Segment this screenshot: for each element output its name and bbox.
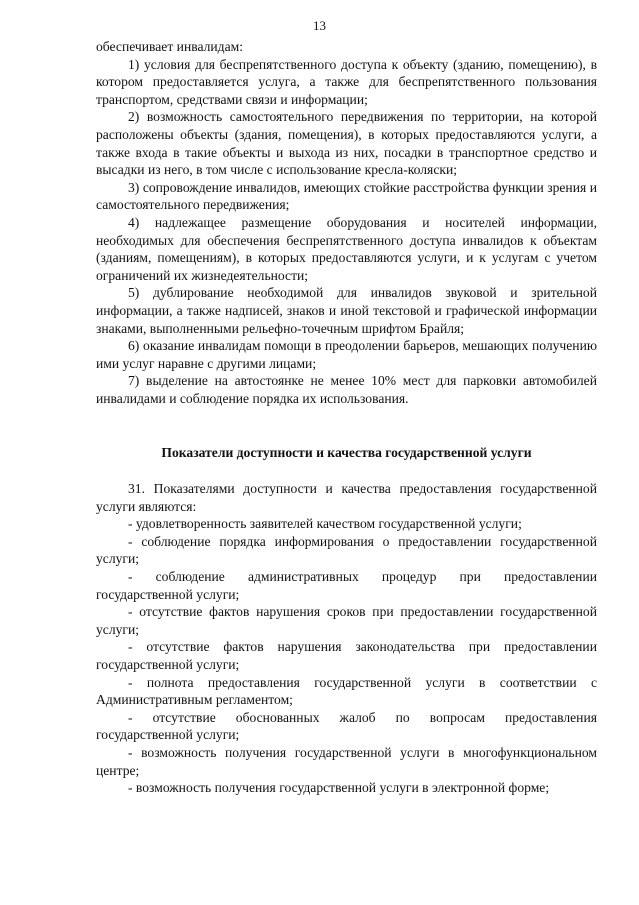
- indicator-item-5: - отсутствие фактов нарушения законодательства при предоставлении государственной услуги;: [96, 639, 597, 672]
- indicator-item-2: - соблюдение порядка информирования о предоставлении государственной услуги;: [96, 533, 597, 567]
- condition-item-1: 1) условия для беспрепятственного доступа к объекту (зданию, помещению), в котором предоставляется услуга, а также для беспрепятственного пользования транспортом, средствами связи и информации;: [96, 56, 597, 107]
- condition-item-3: 3) сопровождение инвалидов, имеющих стойкие расстройства функции зрения и самостоятельного передвижения;: [96, 179, 597, 213]
- indicator-item-7: - отсутствие обоснованных жалоб по вопросам предоставления государственной услуги;: [96, 709, 597, 743]
- page-number: 13: [313, 18, 326, 33]
- condition-item-7: 7) выделение на автостоянке не менее 10% мест для парковки автомобилей инвалидами и соблюдение порядка их использования.: [96, 373, 597, 406]
- indicator-item-4: - отсутствие фактов нарушения сроков при предоставлении государственной услуги;: [96, 604, 597, 637]
- clause-31-intro: 31. Показателями доступности и качества предоставления государственной услуги являются:: [96, 481, 597, 514]
- indicator-item-9: - возможность получения государственной услуги в электронной форме;: [128, 780, 550, 796]
- indicator-item-1: - удовлетворенность заявителей качеством государственной услуги;: [128, 516, 522, 532]
- condition-item-6: 6) оказание инвалидам помощи в преодолении барьеров, мешающих получению ими услуг наравне с другими лицами;: [96, 338, 597, 371]
- condition-item-2: 2) возможность самостоятельного передвижения по территории, на которой расположены объекты (здания, помещения), в которых предоставляются услуги, а также входа в такие объекты и выхода из них, посадки в транспортное средство и высадки из него, в том числе с использование кресла-коляски;: [96, 109, 597, 178]
- intro-line: обеспечивает инвалидам:: [96, 39, 243, 54]
- condition-item-5: 5) дублирование необходимой для инвалидов звуковой и зрительной информации, а также надписей, знаков и иной текстовой и графической информации знаками, выполненными рельефно-точечным шрифтом Брайля;: [96, 285, 597, 336]
- section-heading: Показатели доступности и качества государственной услуги: [161, 445, 532, 460]
- indicator-item-8: - возможность получения государственной услуги в многофункциональном центре;: [96, 744, 597, 778]
- indicator-item-3: - соблюдение административных процедур при предоставлении государственной услуги;: [96, 568, 597, 602]
- indicator-item-6: - полнота предоставления государственной услуги в соответствии с Административным регламентом;: [96, 674, 597, 708]
- quality-indicators-section: [96, 480, 597, 797]
- accessibility-conditions-section: [96, 38, 597, 407]
- condition-item-4: 4) надлежащее размещение оборудования и носителей информации, необходимых для обеспечения беспрепятственного доступа инвалидов к объектам (зданиям, помещениям), в которых предоставляются услуги, и к услугам с учетом ограничений их жизнедеятельности;: [96, 214, 597, 283]
